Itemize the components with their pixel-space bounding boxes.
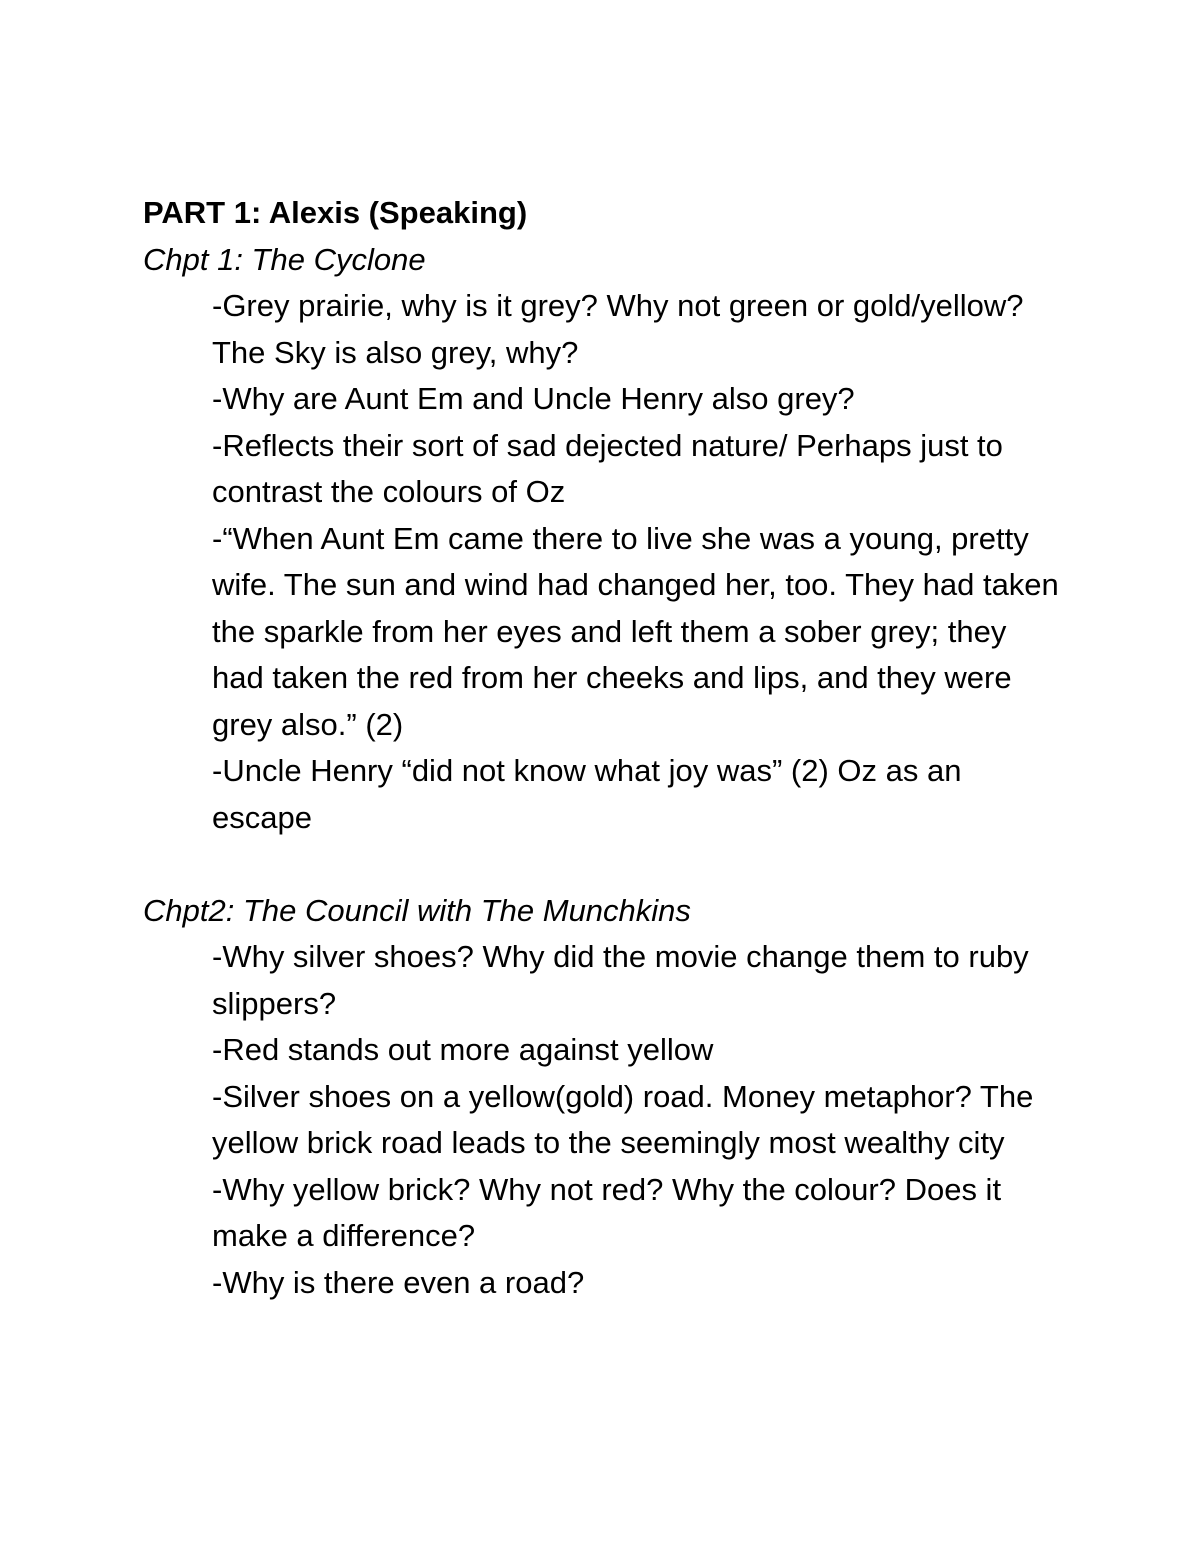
- note-item: -Why are Aunt Em and Uncle Henry also grey?: [212, 381, 855, 416]
- note-item: -Why silver shoes? Why did the movie change them to ruby slippers?: [212, 939, 1029, 1021]
- note-item: -Why is there even a road?: [212, 1264, 585, 1300]
- section-spacer: [143, 841, 1063, 888]
- note-item: -Reflects their sort of sad dejected nature/ Perhaps just to contrast the colours of Oz: [212, 427, 1003, 509]
- note-item: -“When Aunt Em came there to live she was a young, pretty wife. The sun and wind had changed her, too. They had taken the sparkle from her eyes and left them a sober grey; they had taken the red from her cheeks and lips, and they were grey also.” (2): [212, 520, 1059, 742]
- chapter-title: Chpt2: The Council with The Munchkins: [143, 892, 691, 928]
- chapter-notes-list: [143, 934, 1063, 1306]
- document-body: [143, 190, 1063, 1306]
- note-item: -Grey prairie, why is it grey? Why not green or gold/yellow? The Sky is also grey, why?: [212, 288, 1024, 370]
- chapter-section: [143, 237, 1063, 842]
- note-item: -Red stands out more against yellow: [212, 1032, 714, 1067]
- chapter-notes-list: [143, 283, 1063, 841]
- note-item: -Uncle Henry “did not know what joy was” (2) Oz as an escape: [212, 753, 962, 835]
- part-title: PART 1: Alexis (Speaking): [143, 195, 528, 230]
- note-item: -Why yellow brick? Why not red? Why the colour? Does it make a difference?: [212, 1171, 1002, 1253]
- note-item: -Silver shoes on a yellow(gold) road. Money metaphor? The yellow brick road leads to the seemingly most wealthy city: [212, 1078, 1034, 1160]
- chapter-title: Chpt 1: The Cyclone: [143, 241, 426, 277]
- chapter-section: [143, 888, 1063, 1307]
